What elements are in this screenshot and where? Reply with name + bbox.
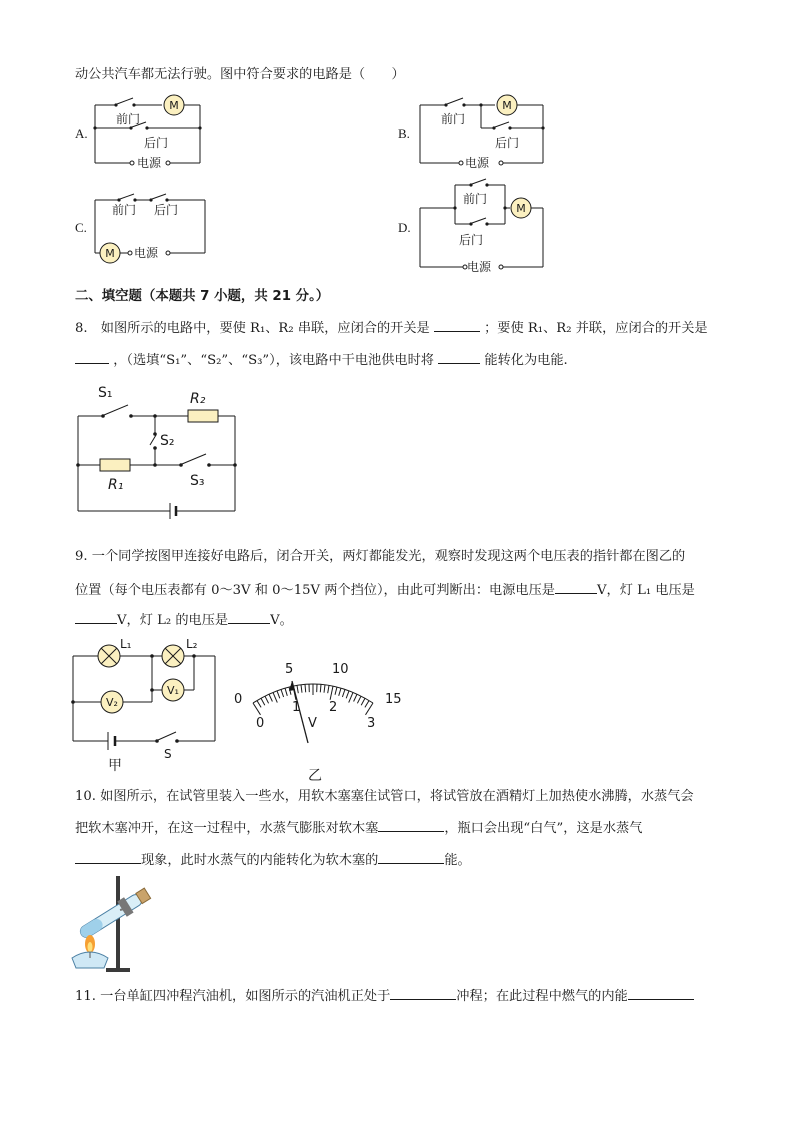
scale-top-0: 0	[234, 692, 243, 707]
circuit-b-diagram	[415, 95, 550, 175]
section-title: 二、填空题（本题共 7 小题，共 21 分。）	[75, 289, 330, 304]
stand-rod	[116, 876, 120, 971]
dial-tick	[269, 694, 272, 701]
power-c-label: 电源	[134, 246, 159, 260]
scale-top-10: 10	[332, 662, 349, 677]
dial-tick	[297, 685, 298, 693]
dial-tick	[257, 701, 261, 708]
q9-jia-caption: 甲	[108, 758, 122, 774]
q8-r2-label: R₂	[190, 391, 206, 407]
power-a-label: 电源	[137, 156, 162, 170]
q10-test-tube-figure	[66, 876, 161, 976]
power-b-label: 电源	[465, 156, 490, 170]
q9-v1-label: V₁	[167, 684, 179, 697]
q9-yi-caption: 乙	[308, 768, 322, 784]
q9-switch-label: S	[164, 747, 172, 761]
q8-s3-label: S₃	[190, 473, 205, 489]
q9-l1-label: L₁	[120, 637, 132, 651]
dial-tick	[361, 698, 365, 705]
dial-tick	[365, 701, 369, 708]
q11-blank-1[interactable]	[390, 986, 456, 1000]
dial-tick	[324, 685, 325, 693]
rear-door-c-label: 后门	[154, 203, 179, 217]
scale-bottom-0: 0	[256, 716, 265, 731]
dial-tick	[320, 684, 321, 692]
q10-line3: 现象，此时水蒸气的内能转化为软木塞的 能。	[75, 850, 471, 870]
front-door-d-label: 前门	[463, 192, 488, 206]
front-door-a-label: 前门	[116, 112, 141, 126]
option-d-label: D.	[398, 220, 411, 235]
dial-tick	[277, 691, 280, 699]
q10-blank-2[interactable]	[75, 850, 141, 864]
dial-tick	[339, 688, 341, 696]
q9-blank-3[interactable]	[228, 610, 270, 624]
scale-top-5: 5	[285, 662, 294, 677]
front-door-b-label: 前门	[441, 112, 466, 126]
q8-blank-3[interactable]	[438, 350, 480, 364]
q11-blank-2[interactable]	[628, 986, 694, 1000]
q10-blank-1[interactable]	[378, 818, 444, 832]
motor-c-label: M	[105, 247, 115, 260]
q11-line1: 11. 一台单缸四冲程汽油机，如图所示的汽油机正处于 冲程；在此过程中燃气的内能	[75, 986, 694, 1006]
q8-blank-1[interactable]	[434, 318, 480, 332]
scale-top-15: 15	[385, 692, 402, 707]
q10-line1: 10. 如图所示，在试管里装入一些水，用软木塞塞住试管口，将试管放在酒精灯上加热使水沸腾，水蒸气会	[75, 789, 694, 804]
circuit-d-diagram	[415, 180, 550, 275]
q9-blank-1[interactable]	[555, 580, 597, 594]
q9-l2-label: L₂	[186, 637, 198, 651]
front-door-c-label: 前门	[112, 203, 137, 217]
dial-tick	[342, 689, 345, 697]
rear-door-d-label: 后门	[459, 233, 484, 247]
dial-tick	[281, 689, 284, 697]
rear-door-b-label: 后门	[495, 136, 520, 150]
q8-s2-label: S₂	[160, 433, 175, 449]
q8-line2: ，（选填“S₁”、“S₂”、“S₃”），该电路中干电池供电时将 能转化为电能.	[75, 350, 568, 370]
motor-d-label: M	[516, 202, 526, 215]
q10-line2: 把软木塞冲开，在这一过程中，水蒸气膨胀对软木塞 ，瓶口会出现“白气”，这是水蒸气	[75, 818, 642, 838]
dial-tick	[354, 694, 357, 701]
q10-blank-3[interactable]	[378, 850, 444, 864]
power-d-label: 电源	[467, 260, 492, 274]
option-a-label: A.	[75, 126, 88, 141]
q9-circuit-jia	[68, 638, 228, 773]
q9-line3: V，灯 L₂ 的电压是 V。	[75, 610, 293, 630]
scale-bottom-2: 2	[329, 700, 338, 715]
unit-label: V	[308, 716, 317, 731]
circuit-c-diagram	[90, 190, 210, 265]
rear-door-a-label: 后门	[144, 136, 169, 150]
dial-tick	[357, 696, 361, 703]
scale-bottom-3: 3	[367, 716, 376, 731]
q8-circuit-diagram	[70, 383, 250, 528]
q8-blank-2[interactable]	[75, 350, 109, 364]
q8-s1-label: S₁	[98, 385, 113, 401]
q9-line2: 位置（每个电压表都有 0～3V 和 0～15V 两个挡位），由此可判断出：电源电压是 V，灯 L₁ 电压是	[75, 580, 695, 600]
dial-tick	[301, 685, 302, 693]
q8-r1-label: R₁	[108, 477, 124, 493]
q7-text: 动公共汽车都无法行驶。图中符合要求的电路是（ ）	[75, 67, 405, 82]
dial-tick	[305, 684, 306, 692]
option-c-label: C.	[75, 220, 87, 235]
dial-tick	[349, 692, 353, 702]
dial-tick	[346, 691, 349, 699]
circuit-a-diagram	[90, 95, 210, 175]
scale-bottom-1: 1	[292, 700, 301, 715]
dial-tick	[285, 688, 287, 696]
q9-v2-label: V₂	[106, 696, 118, 709]
q9-voltmeter-yi	[228, 655, 403, 785]
dial-tick	[273, 692, 277, 702]
motor-a-label: M	[169, 99, 179, 112]
q9-line1: 9. 一个同学按图甲连接好电路后，闭合开关，两灯都能发光，观察时发现这两个电压表的指针都在图乙的	[75, 549, 686, 564]
dial-tick	[330, 686, 333, 700]
motor-b-label: M	[502, 99, 512, 112]
dial-tick	[335, 687, 337, 695]
q8-line1: 8. 如图所示的电路中，要使 R₁、R₂ 串联，应闭合的开关是 ；要使 R₁、R₂ 并联，应闭合的开关是	[75, 318, 708, 338]
dial-tick	[328, 685, 329, 693]
dial-tick	[261, 698, 265, 705]
option-b-label: B.	[398, 126, 410, 141]
dial-tick	[265, 696, 269, 703]
q9-blank-2[interactable]	[75, 610, 117, 624]
